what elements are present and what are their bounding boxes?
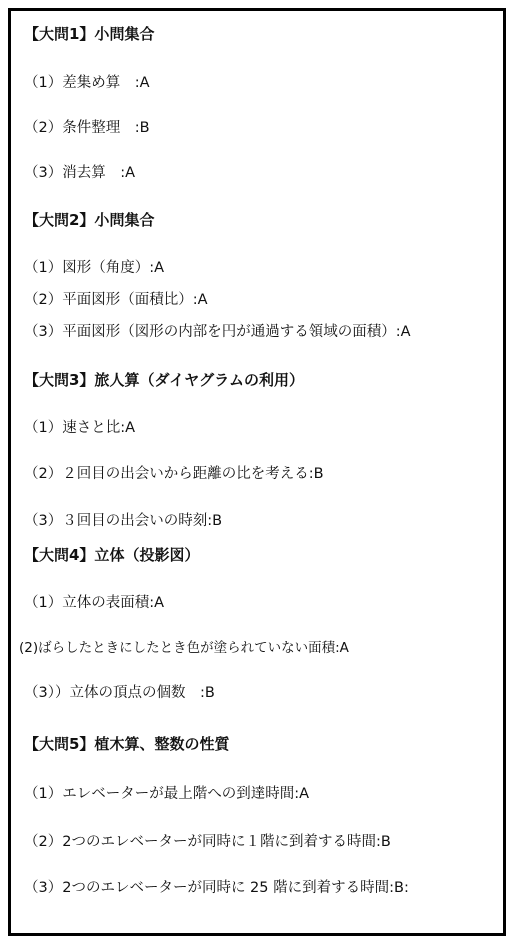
section-4-item-1: （1）立体の表面積:A [24, 595, 165, 611]
section-1-item-3: （3）消去算 :A [24, 165, 136, 181]
section-3-item-1: （1）速さと比:A [24, 420, 136, 436]
section-2-item-1: （1）図形（角度）:A [24, 260, 165, 276]
section-2-item-2: （2）平面図形（面積比）:A [24, 292, 208, 308]
section-4-item-3: （3））立体の頂点の個数 :B [24, 685, 215, 701]
section-3-item-3: （3）３回目の出会いの時刻:B [24, 513, 223, 529]
section-4-item-2: (2)ばらしたときにしたとき色が塗られていない面積:A [19, 640, 349, 656]
section-5-item-2: （2）2つのエレベーターが同時に１階に到着する時間:B [24, 834, 391, 850]
section-2-item-3: （3）平面図形（図形の内部を円が通過する領域の面積）:A [24, 324, 411, 340]
section-5-item-3: （3）2つのエレベーターが同時に 25 階に到着する時間:B: [24, 880, 409, 896]
section-5-heading: 【大問5】植木算、整数の性質 [24, 735, 230, 753]
section-4-heading: 【大問4】立体（投影図） [24, 546, 200, 564]
section-1-item-2: （2）条件整理 :B [24, 120, 150, 136]
section-5-item-1: （1）エレベーターが最上階への到達時間:A [24, 786, 310, 802]
section-3-heading: 【大問3】旅人算（ダイヤグラムの利用） [24, 371, 304, 389]
section-2-heading: 【大問2】小問集合 [24, 211, 155, 229]
section-3-item-2: （2）２回目の出会いから距離の比を考える:B [24, 466, 324, 482]
section-1-heading: 【大問1】小問集合 [24, 25, 155, 43]
section-1-item-1: （1）差集め算 :A [24, 75, 150, 91]
